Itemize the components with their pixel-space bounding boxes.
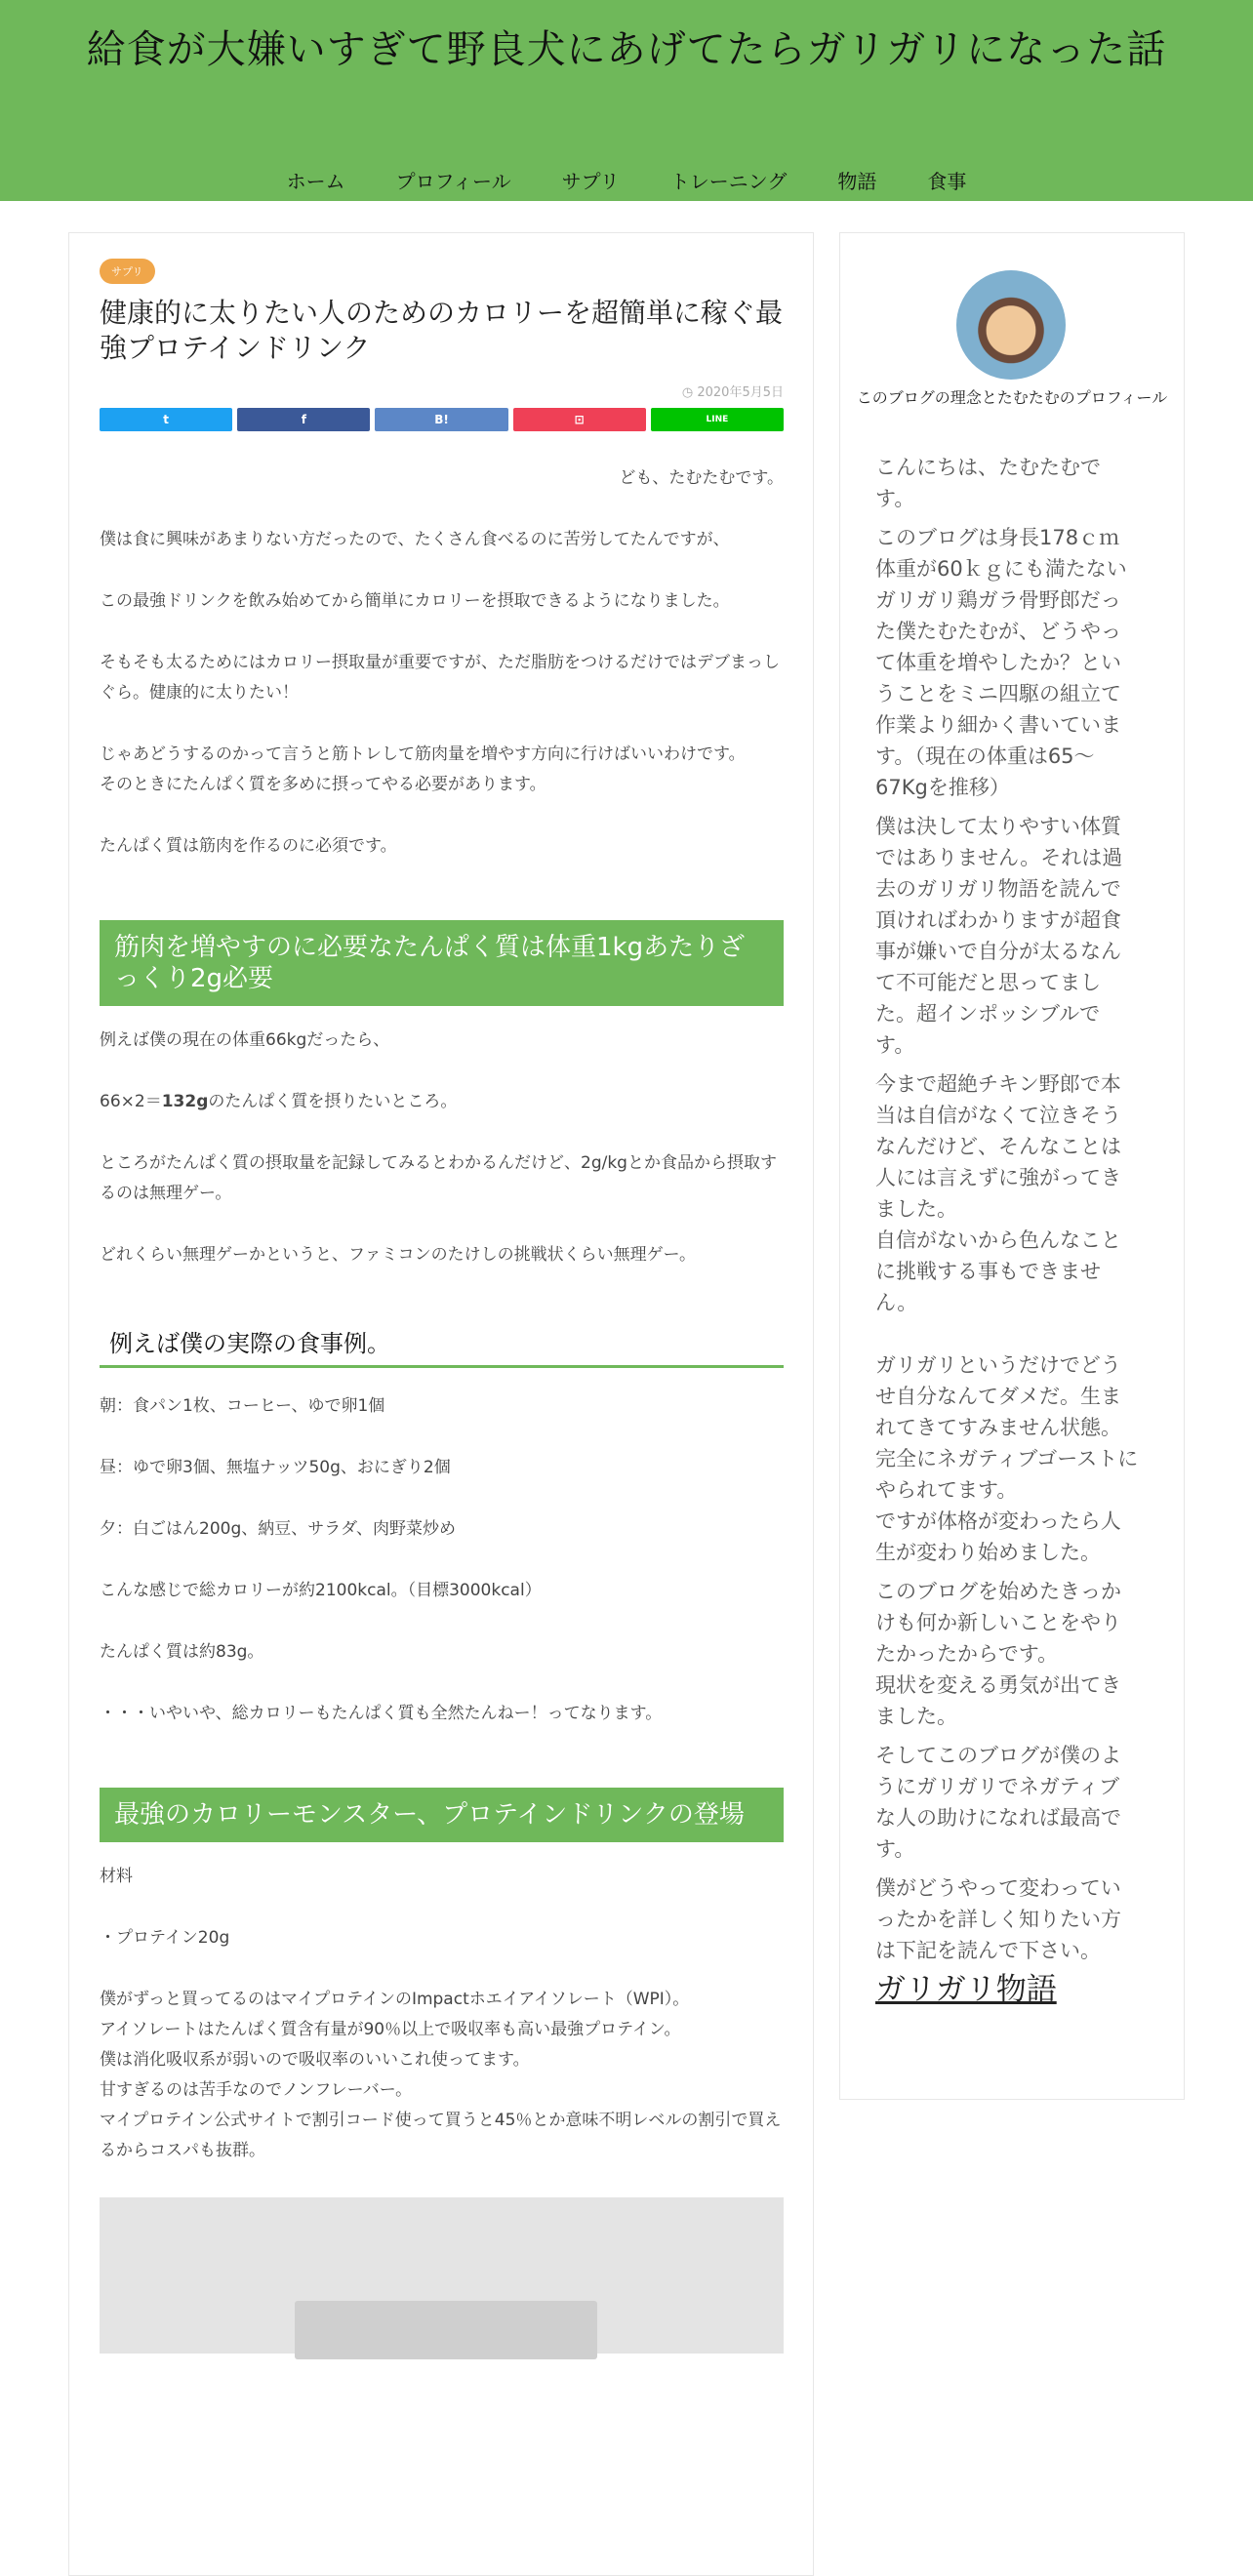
pocket-icon: ⊡	[574, 413, 585, 426]
paragraph: そもそも太るためにはカロリー摂取量が重要ですが、ただ脂肪をつけるだけではデブまっしぐら。健康的に太りたい！	[100, 653, 780, 703]
calc-bold: 132g	[161, 1092, 209, 1111]
profile-paragraph: こんにちは、たむたむです。	[875, 456, 1101, 510]
profile-body	[875, 452, 1139, 2008]
sidebar-profile-card	[839, 232, 1185, 2100]
share-buttons	[100, 408, 784, 431]
calc-prefix: 66×2＝	[100, 1092, 162, 1111]
meal-item: 昼：ゆで卵3個、無塩ナッツ50g、おにぎり2個	[100, 1458, 451, 1477]
protein-package-image	[295, 2301, 597, 2359]
profile-paragraph: 僕は決して太りやすい体質ではありません。それは過去のガリガリ物語を読んで頂ければわかりますが超食事が嫌いで自分が太るなんて不可能だと思ってました。超インポッシブルです。	[875, 815, 1123, 1057]
material-item: ・プロテイン20g	[100, 1928, 230, 1948]
avatar	[956, 270, 1066, 380]
post-date	[100, 382, 784, 400]
line-share-button[interactable]	[651, 408, 784, 431]
paragraph: ところがたんぱく質の摂取量を記録してみるとわかるんだけど、2g/kgとか食品から摂取するのは無理ゲー。	[100, 1153, 777, 1203]
post-title: 健康的に太りたい人のためのカロリーを超簡単に稼ぐ最強プロテインドリンク	[100, 297, 784, 364]
facebook-icon: f	[301, 413, 306, 426]
line-icon: LINE	[706, 415, 729, 424]
nav-training[interactable]: トレーニング	[669, 170, 788, 193]
site-title[interactable]: 給食が大嫌いすぎて野良犬にあげてたらガリガリになった話	[86, 27, 1167, 72]
story-link[interactable]: ガリガリ物語	[875, 1972, 1057, 2007]
section-heading: 最強のカロリーモンスター、プロテインドリンクの登場	[100, 1788, 784, 1842]
greeting: ども、たむたむです。	[619, 468, 784, 488]
facebook-share-button[interactable]	[237, 408, 370, 431]
category-badge[interactable]: サプリ	[100, 259, 155, 284]
paragraph: たんぱく質は筋肉を作るのに必須です。	[100, 836, 397, 856]
section-heading: 筋肉を増やすのに必要なたんぱく質は体重1kgあたりざっくり2g必要	[100, 920, 784, 1006]
paragraph: どれくらい無理ゲーかというと、ファミコンのたけしの挑戦状くらい無理ゲー。	[100, 1245, 696, 1265]
post-date-text: 2020年5月5日	[697, 385, 784, 400]
product-image	[100, 2197, 784, 2354]
meal-item: たんぱく質は約83g。	[100, 1642, 264, 1662]
hatena-share-button[interactable]	[375, 408, 507, 431]
calc-paragraph	[100, 1087, 784, 1117]
paragraph: 例えば僕の現在の体重66kgだったら、	[100, 1030, 390, 1050]
nav-home[interactable]: ホーム	[286, 170, 345, 193]
meal-item: 朝：食パン1枚、コーヒー、ゆで卵1個	[100, 1396, 385, 1416]
paragraph: じゃあどうするのかって言うと筋トレして筋肉量を増やす方向に行けばいいわけです。 そのときにたんぱく質を多めに摂ってやる必要があります。	[100, 745, 746, 794]
hatena-icon: B!	[434, 413, 449, 426]
site-header	[0, 0, 1253, 201]
article-body	[100, 463, 784, 2354]
twitter-icon: t	[163, 413, 169, 426]
nav-meal[interactable]: 食事	[927, 170, 967, 193]
pocket-share-button[interactable]	[513, 408, 646, 431]
profile-paragraph: 今まで超絶チキン野郎で本当は自信がなくて泣きそうなんだけど、そんなことは人には言えずに強がってきました。 自信がないから色んなことに挑戦する事もできません。 ガリガリというだけでどうせ自分なんてダメだ。生まれてきてすみません状態。完全にネガティブゴーストにやられてます。 ですが体格が変わったら人生が変わり始めました。	[875, 1072, 1139, 1564]
protein-description: 僕がずっと買ってるのはマイプロテインのImpactホエイアイソレート（WPI）。 アイソレートはたんぱく質含有量が90％以上で吸収率も高い最強プロテイン。 僕は消化吸収系が弱いので吸収率のいいこれ使ってます。 甘すぎるのは苦手なのでノンフレーバー。 マイプロテイン公式サイトで割引コード使って買うと45％とか意味不明レベルの割引で買えるからコスパも抜群。	[100, 1990, 782, 2160]
profile-paragraph: そしてこのブログが僕のようにガリガリでネガティブな人の助けになれば最高です。	[875, 1744, 1121, 1861]
nav-supplement[interactable]: サプリ	[561, 170, 620, 193]
article-card	[68, 232, 814, 2576]
profile-heading[interactable]: このブログの理念とたむたむのプロフィール	[856, 388, 1168, 407]
profile-paragraph: このブログは身長178ｃｍ体重が60ｋｇにも満たないガリガリ鶏ガラ骨野郎だった僕たむたむが、どうやって体重を増やしたか？ということをミニ四駆の組立て作業より細かく書いています。（現在の体重は65〜67Kgを推移）	[875, 526, 1127, 799]
profile-paragraph: このブログを始めたきっかけも何か新しいことをやりたかったからです。 現状を変える勇気が出てきました。	[875, 1580, 1121, 1728]
materials-label: 材料	[100, 1867, 133, 1886]
profile-paragraph: 僕がどうやって変わっていったかを詳しく知りたい方は下記を読んで下さい。	[875, 1876, 1121, 1962]
subsection-heading: 例えば僕の実際の食事例。	[100, 1329, 784, 1368]
global-nav	[0, 166, 1253, 194]
nav-story[interactable]: 物語	[837, 170, 877, 193]
paragraph: 僕は食に興味があまりない方だったので、たくさん食べるのに苦労してたんですが、	[100, 530, 730, 549]
twitter-share-button[interactable]	[100, 408, 232, 431]
clock-icon: ◷	[681, 385, 694, 400]
paragraph: この最強ドリンクを飲み始めてから簡単にカロリーを摂取できるようになりました。	[100, 591, 730, 611]
meal-item: 夕：白ごはん200g、納豆、サラダ、肉野菜炒め	[100, 1519, 457, 1539]
meal-item: ・・・いやいや、総カロリーもたんぱく質も全然たんねー！ってなります。	[100, 1704, 663, 1723]
meal-item: こんな感じで総カロリーが約2100kcal。（目標3000kcal）	[100, 1581, 542, 1600]
calc-suffix: のたんぱく質を摂りたいところ。	[208, 1092, 458, 1111]
nav-profile[interactable]: プロフィール	[395, 170, 511, 193]
